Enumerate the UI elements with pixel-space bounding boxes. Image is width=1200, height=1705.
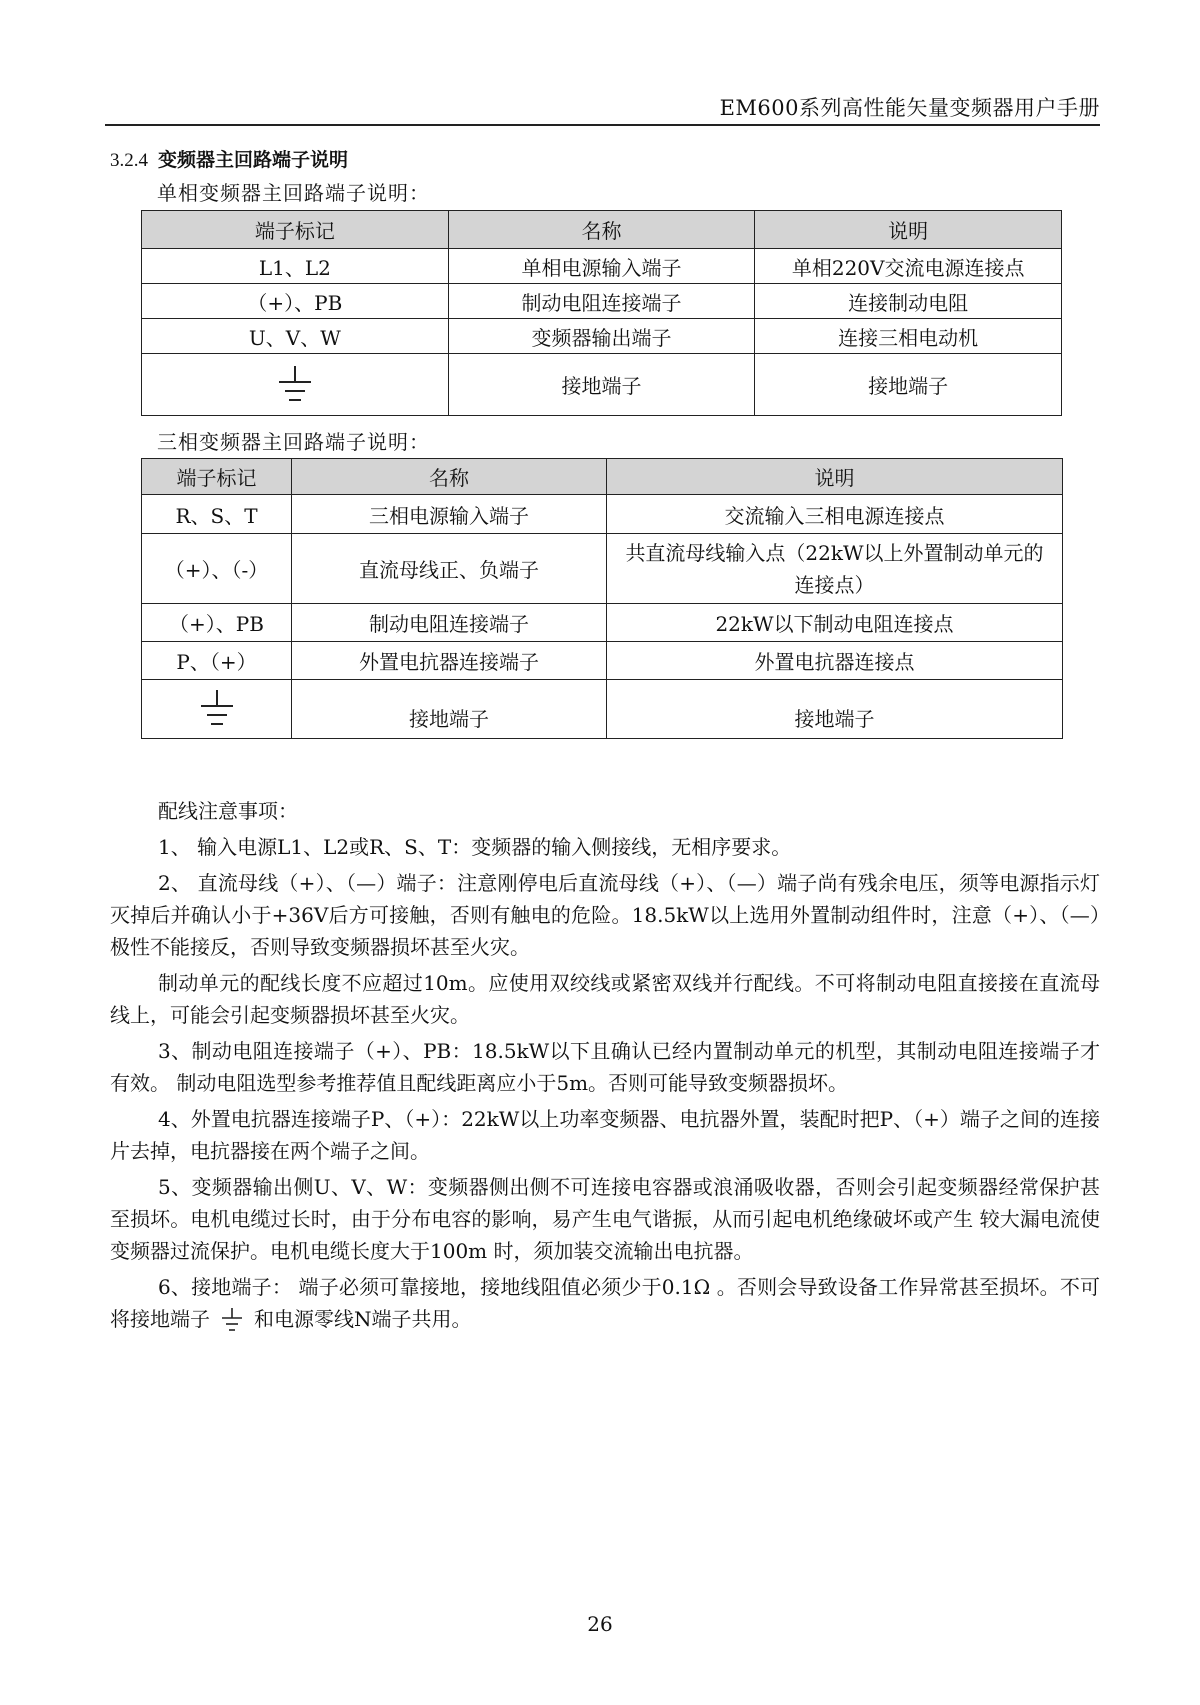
table-row (142, 604, 1063, 642)
header-cell: 说明 (607, 459, 1063, 495)
header-cell: 端子标记 (142, 211, 449, 249)
note-item: 1、 输入电源L1、L2或R、S、T：变频器的输入侧接线，无相序要求。 (158, 835, 792, 859)
ground-symbol-icon (220, 1307, 244, 1335)
table-row (142, 680, 1063, 739)
table-row (142, 354, 1062, 416)
table-cell: 制动电阻连接端子 (292, 604, 607, 642)
single-phase-table (141, 210, 1062, 416)
table-cell: （+）、PB (142, 604, 292, 642)
three-phase-table (141, 458, 1063, 739)
header-rule (105, 124, 1100, 126)
wiring-notes (110, 795, 1100, 1339)
header-cell: 说明 (755, 211, 1062, 249)
single-phase-caption: 单相变频器主回路端子说明： (157, 181, 430, 205)
section-title: 变频器主回路端子说明 (158, 149, 349, 171)
page-number: 26 (587, 1612, 613, 1636)
note-item: 制动单元的配线长度不应超过10m。应使用双绞线或紧密双线并行配线。不可将制动电阻直接接在直流母线上，可能会引起变频器损坏甚至火灾。 (110, 971, 1100, 1027)
table-cell: （+）、PB (142, 284, 449, 319)
table-cell: 共直流母线输入点（22kW以上外置制动单元的连接点） (607, 534, 1063, 604)
ground-symbol-icon (275, 364, 315, 406)
note-text: 和电源零线N端子共用。 (254, 1307, 472, 1331)
header-cell: 名称 (292, 459, 607, 495)
table-header-row (142, 459, 1063, 495)
header-cell: 端子标记 (142, 459, 292, 495)
running-header: EM600系列高性能矢量变频器用户手册 (719, 96, 1100, 120)
note-item: 2、 直流母线（+）、（—）端子：注意刚停电后直流母线（+）、（—）端子尚有残余电压，须等电源指示灯灭掉后并确认小于+36V后方可接触，否则有触电的危险。18.5kW以上选用外置制动组件时，注意（+）、（—）极性不能接反，否则导致变频器损坏甚至火灾。 (110, 871, 1100, 959)
table-row (142, 319, 1062, 354)
table-row (142, 534, 1063, 604)
section-heading (110, 145, 348, 172)
ground-symbol-icon (197, 688, 237, 730)
note-item: 3、制动电阻连接端子（+）、PB：18.5kW以下且确认已经内置制动单元的机型，其制动电阻连接端子才有效。 制动电阻选型参考推荐值且配线距离应小于5m。否则可能导致变频器损坏。 (110, 1039, 1100, 1095)
table-row (142, 284, 1062, 319)
table-header-row (142, 211, 1062, 249)
table-cell (142, 354, 449, 416)
table-cell: 变频器输出端子 (448, 319, 755, 354)
table-row (142, 495, 1063, 534)
table-cell: 单相220V交流电源连接点 (755, 249, 1062, 284)
table-cell (142, 680, 292, 739)
table-cell: 交流输入三相电源连接点 (607, 495, 1063, 534)
table-cell: 连接制动电阻 (755, 284, 1062, 319)
table-cell: 外置电抗器连接点 (607, 642, 1063, 680)
notes-title: 配线注意事项： (158, 799, 298, 823)
note-text: 6、接地端子： 端子必须可靠接地，接地线阻值必须少于0.1Ω 。否则会导致设备工作异常甚至损坏。不可将接地端子 (110, 1275, 1100, 1331)
table-cell: P、（+） (142, 642, 292, 680)
note-item: 5、变频器输出侧U、V、W：变频器侧出侧不可连接电容器或浪涌吸收器，否则会引起变频器经常保护甚至损坏。电机电缆过长时，由于分布电容的影响，易产生电气谐振，从而引起电机绝缘破坏或产生 较大漏电流使变频器过流保护。电机电缆长度大于100m 时，须加装交流输出电抗器。 (110, 1175, 1100, 1263)
three-phase-caption: 三相变频器主回路端子说明： (157, 430, 430, 454)
table-cell: 接地端子 (755, 354, 1062, 416)
table-cell: 单相电源输入端子 (448, 249, 755, 284)
table-cell: R、S、T (142, 495, 292, 534)
note-item (110, 1271, 1100, 1335)
section-number: 3.2.4 (110, 150, 148, 171)
table-row (142, 642, 1063, 680)
table-cell: 接地端子 (448, 354, 755, 416)
table-cell: 外置电抗器连接端子 (292, 642, 607, 680)
table-cell: 接地端子 (607, 680, 1063, 739)
table-cell: L1、L2 (142, 249, 449, 284)
table-row (142, 249, 1062, 284)
table-cell: 连接三相电动机 (755, 319, 1062, 354)
table-cell: （+）、（-） (142, 534, 292, 604)
table-cell: 直流母线正、负端子 (292, 534, 607, 604)
table-cell: 22kW以下制动电阻连接点 (607, 604, 1063, 642)
note-item: 4、外置电抗器连接端子P、（+）：22kW以上功率变频器、电抗器外置，装配时把P、（+）端子之间的连接片去掉，电抗器接在两个端子之间。 (110, 1107, 1100, 1163)
header-cell: 名称 (448, 211, 755, 249)
table-cell: 三相电源输入端子 (292, 495, 607, 534)
table-cell: 制动电阻连接端子 (448, 284, 755, 319)
table-cell: 接地端子 (292, 680, 607, 739)
table-cell: U、V、W (142, 319, 449, 354)
